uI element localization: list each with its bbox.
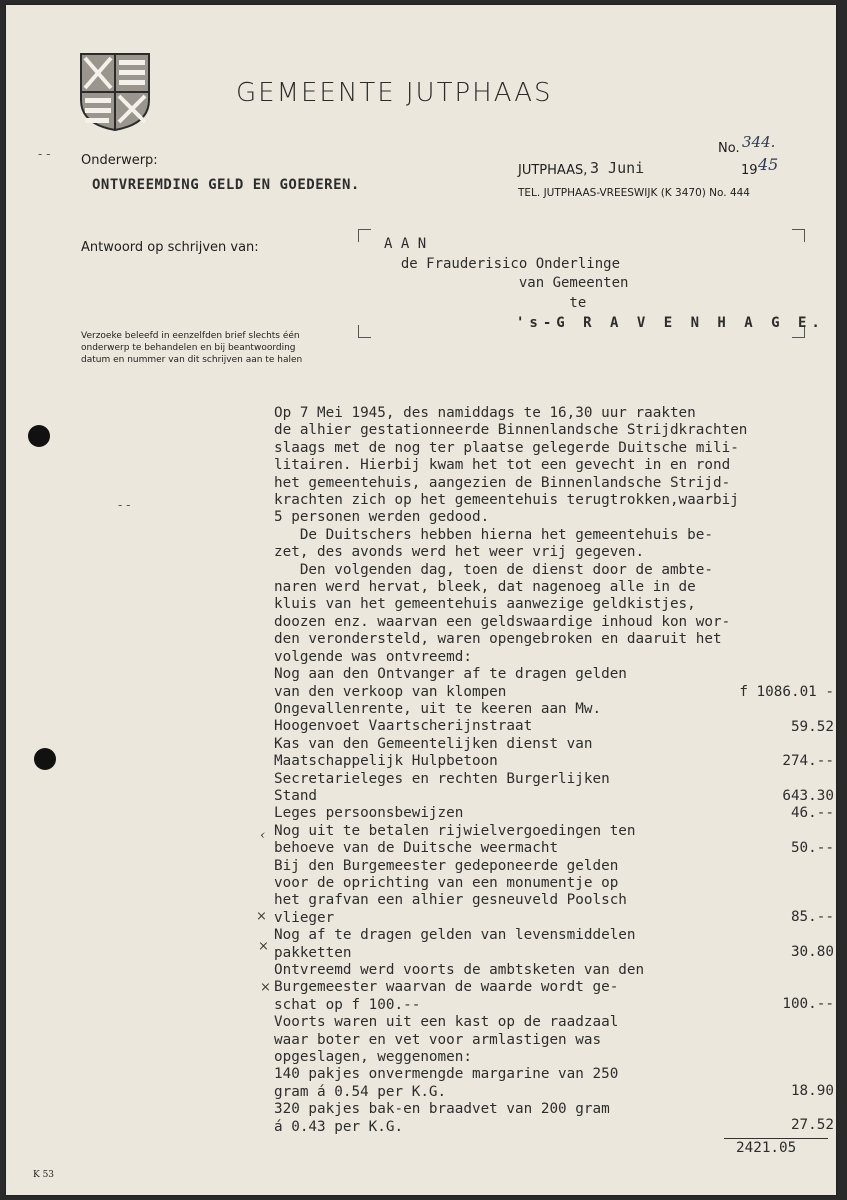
fold-mark-icon: - - — [38, 147, 51, 161]
city-label: JUTPHAAS, — [518, 163, 588, 178]
number-label: No. — [718, 141, 740, 156]
instruction-note: Verzoeke beleefd in eenzelfden brief slechts één onderwerp te behandelen en bij beantwoording datum en nummer van dit schrijven aan te halen — [81, 331, 303, 365]
fold-mark-icon: - - — [118, 498, 131, 512]
form-code: K 53 — [33, 1170, 55, 1180]
total-amount: 2421.05 — [736, 1140, 797, 1156]
margin-tick-icon: × — [258, 939, 269, 954]
amount-row: 18.90 — [790, 1083, 834, 1099]
telephone-line: TEL. JUTPHAAS-VREESWIJK (K 3470) No. 444 — [518, 187, 750, 199]
margin-tick-icon: ‹ — [260, 828, 266, 843]
reply-label: Antwoord op schrijven van: — [81, 240, 259, 255]
letter-body: Op 7 Mei 1945, des namiddags te 16,30 uur raakten de alhier gestationneerde Binnenlandsche Strijdkrachten slaags met de nog ter plaatse gelegerde Duitsche mili- litairen. Hierbij kwam het tot een gevecht in en rond het gemeentehuis, aangezien de Binnenlandsche Strijd- krachten zich op het gemeentehuis terugtrokken,waarbij 5 personen werden gedood. De Duitschers hebben hierna het gemeentehuis be- zet, des avonds werd het weer vrij gegeven. Den volgenden dag, toen de dienst door de ambte- naren werd hervat, bleek, dat nagenoeg alle in de kluis van het gemeentehuis aanwezige geldkistjes, doozen enz. waarvan een geldswaardige inhoud kon wor- den verondersteld, waren opengebroken en daaruit het volgende was ontvreemd: Nog aan den Ontvanger af te dragen gelden van den verkoop van klompen Ongevallenrente, uit te keeren aan Mw. Hoogenvoet Vaartscherijnstraat Kas van den Gemeentelijken dienst van Maatschappelijk Hulpbetoon Secretarieleges en rechten Burgerlijken Stand Leges persoonsbewijzen Nog uit te betalen rijwielvergoedingen ten behoeve van de Duitsche weermacht Bij den Burgemeester gedeponeerde gelden voor de oprichting van een monumentje op het grafvan een alhier gesneuveld Poolsch vlieger Nog af te dragen gelden van levensmiddelen pakketten Ontvreemd werd voorts de ambtsketen van den Burgemeester waarvan de waarde wordt ge- schat op f 100.-- Voorts waren uit een kast op de raadzaal waar boter en vet voor armlastigen was opgeslagen, weggenomen: 140 pakjes onvermengde margarine van 250 gram á 0.54 per K.G. 320 pakjes bak-en braadvet van 200 gram á 0.43 per K.G. — [274, 405, 748, 1135]
amount-row: 50.-- — [790, 840, 834, 856]
address-corner-bl — [358, 325, 371, 338]
address-corner-tl — [358, 229, 371, 242]
punch-hole-icon — [28, 425, 50, 447]
subject-text: ONTVREEMDING GELD EN GOEDEREN. — [92, 177, 360, 193]
letter-page — [6, 5, 836, 1195]
punch-hole-icon — [34, 748, 56, 770]
margin-tick-icon: × — [256, 909, 267, 924]
address-block: A A N de Frauderisico Onderlinge van Gemeenten te — [384, 236, 629, 311]
amount-row: 59.52 — [790, 719, 834, 735]
letter-number: 344. — [742, 133, 776, 151]
address-city: 's-G R A V E N H A G E. — [516, 315, 825, 331]
year-handwritten: 45 — [758, 155, 779, 174]
total-rule — [724, 1138, 828, 1139]
amount-row: 85.-- — [790, 909, 834, 925]
amount-row: 643.30 — [782, 788, 834, 804]
address-corner-tr — [792, 229, 805, 242]
amount-row: f 1086.01 - — [739, 684, 834, 700]
amount-row: 274.-- — [782, 753, 834, 769]
year-printed: 19 — [741, 163, 758, 178]
amount-row: 100.-- — [782, 996, 834, 1012]
amount-row: 30.80 — [790, 944, 834, 960]
municipal-crest-icon — [79, 52, 151, 132]
amount-row: 27.52 — [790, 1117, 834, 1133]
municipality-title: GEMEENTE JUTPHAAS — [236, 78, 553, 108]
subject-label: Onderwerp: — [81, 153, 158, 168]
margin-tick-icon: × — [260, 980, 271, 995]
amount-row: 46.-- — [790, 805, 834, 821]
date-typed: 3 Juni — [590, 159, 645, 177]
